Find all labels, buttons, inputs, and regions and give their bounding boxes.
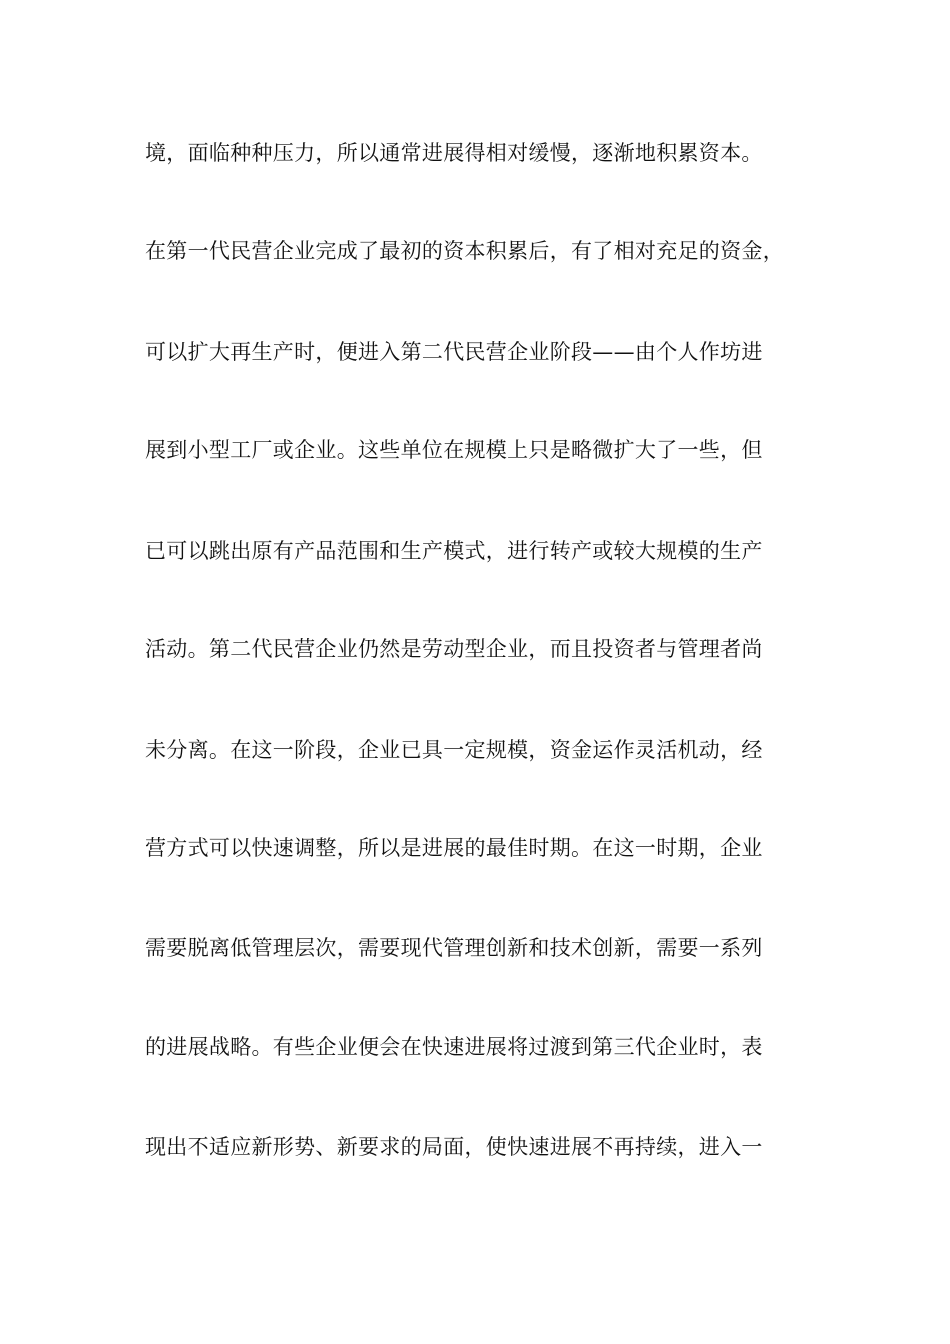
- paragraph-line: 的进展战略。有些企业便会在快速进展将过渡到第三代企业时，表: [145, 1035, 763, 1059]
- paragraph-line: 境，面临种种压力，所以通常进展得相对缓慢，逐渐地积累资本。: [145, 141, 763, 165]
- paragraph-line: 活动。第二代民营企业仍然是劳动型企业，而且投资者与管理者尚: [145, 637, 763, 661]
- paragraph-line: 展到小型工厂或企业。这些单位在规模上只是略微扩大了一些，但: [145, 438, 763, 462]
- paragraph-line: 营方式可以快速调整，所以是进展的最佳时期。在这一时期，企业: [145, 836, 763, 860]
- paragraph-line: 可以扩大再生产时，便进入第二代民营企业阶段——由个人作坊进: [145, 340, 763, 364]
- paragraph-line: 需要脱离低管理层次，需要现代管理创新和技术创新，需要一系列: [145, 936, 763, 960]
- paragraph-line: 已可以跳出原有产品范围和生产模式，进行转产或较大规模的生产: [145, 539, 763, 563]
- paragraph-line: 现出不适应新形势、新要求的局面，使快速进展不再持续，进入一: [145, 1135, 763, 1159]
- paragraph-line: 未分离。在这一阶段，企业已具一定规模，资金运作灵活机动，经: [145, 738, 763, 762]
- paragraph-line: 在第一代民营企业完成了最初的资本积累后，有了相对充足的资金，: [145, 239, 784, 263]
